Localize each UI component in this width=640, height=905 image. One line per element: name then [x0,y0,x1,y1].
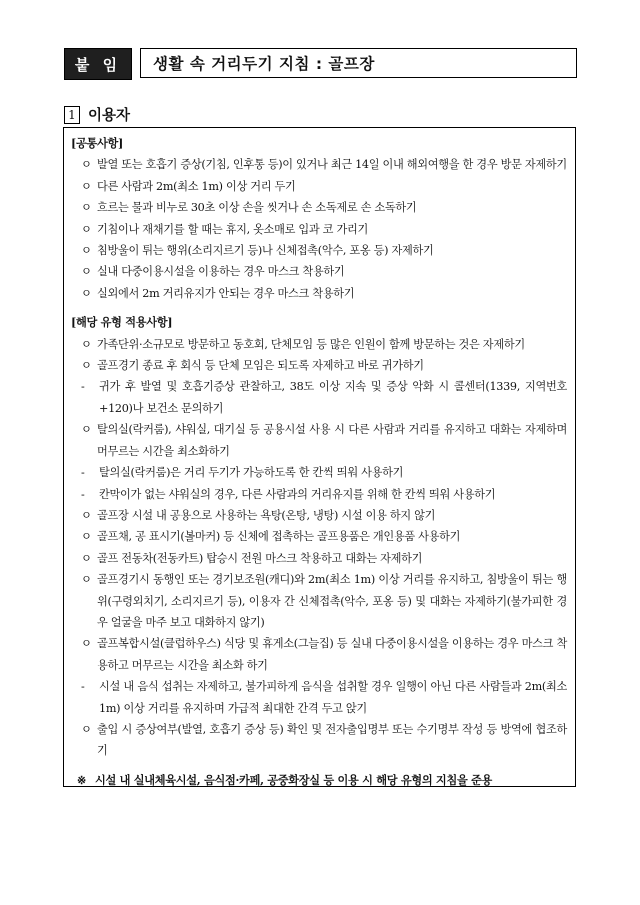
reference-mark: ※ [77,772,87,787]
list-item: ㅇ 출입 시 증상여부(발열, 호흡기 증상 등) 확인 및 전자출입명부 또는 수기명부 작성 등 방역에 협조하기 [71,719,567,762]
dash: - [81,380,85,394]
bullet: ㅇ [81,551,92,565]
bullet: ㅇ [81,265,92,279]
list-item: ㅇ 골프 전동차(전동카트) 탑승시 전원 마스크 착용하고 대화는 자제하기 [71,548,567,569]
list-item: ㅇ 발열 또는 호흡기 증상(기침, 인후통 등)이 있거나 최근 14일 이내 해외여행을 한 경우 방문 자제하기 [71,154,567,175]
page-title: 생활 속 거리두기 지침 : 골프장 [140,48,577,78]
dash: - [81,466,85,480]
bullet: ㅇ [81,359,92,373]
header [64,48,577,80]
bullet: ㅇ [81,508,92,522]
footnote-text: 시설 내 실내체육시설, 음식점·카페, 공중화장실 등 이용 시 해당 유형의 지침을 준용 [95,772,493,787]
sub-item: - 칸막이가 없는 샤워실의 경우, 다른 사람과의 거리유지를 위해 한 칸씩 띄워 사용하기 [71,484,567,505]
specific-label: [해당 유형 적용사항] [71,315,173,330]
list-item: ㅇ 탈의실(락커룸), 샤워실, 대기실 등 공용시설 사용 시 다른 사람과 거리를 유지하고 대화는 자제하며 머무르는 시간을 최소화하기 [71,419,567,462]
sub-item: - 시설 내 음식 섭취는 자제하고, 불가피하게 음식을 섭취할 경우 일행이 아닌 다른 사람들과 2m(최소 1m) 이상 거리를 유지하며 가급적 최대한 간격 두고 앉기 [71,676,567,719]
list-item: ㅇ 골프경기 종료 후 회식 등 단체 모임은 되도록 자제하고 바로 귀가하기 [71,355,567,376]
dash: - [81,487,85,501]
list-item: ㅇ 흐르는 물과 비누로 30초 이상 손을 씻거나 손 소독제로 손 소독하기 [71,197,567,218]
bullet: ㅇ [81,573,92,587]
list-item: ㅇ 골프채, 공 표시기(볼마커) 등 신체에 접촉하는 골프용품은 개인용품 사용하기 [71,526,567,547]
bullet: ㅇ [81,337,92,351]
list-item: ㅇ 골프경기시 동행인 또는 경기보조원(캐디)와 2m(최소 1m) 이상 거리를 유지하고, 침방울이 튀는 행위(구령외치기, 소리지르기 등), 이용자 간 신체접촉(악수, 포옹 등) 및 대화는 자제하기(불가피한 경우 얼굴을 마주 보고 대화하지 않기) [71,569,567,633]
sub-item: - 탈의실(락커룸)은 거리 두기가 가능하도록 한 칸씩 띄워 사용하기 [71,462,567,483]
list-item: ㅇ 가족단위·소규모로 방문하고 동호회, 단체모임 등 많은 인원이 함께 방문하는 것은 자제하기 [71,334,567,355]
dash: - [81,680,85,694]
list-item: ㅇ 골프복합시설(클럽하우스) 식당 및 휴게소(그늘집) 등 실내 다중이용시설을 이용하는 경우 마스크 착용하고 머무르는 시간을 최소화 하기 [71,633,567,676]
bullet: ㅇ [81,158,92,172]
list-item: ㅇ 실내 다중이용시설을 이용하는 경우 마스크 착용하기 [71,261,567,282]
section-title: 이용자 [88,107,131,124]
list-item: ㅇ 침방울이 튀는 행위(소리지르기 등)나 신체접촉(악수, 포옹 등) 자제하기 [71,240,567,261]
bullet: ㅇ [81,637,92,651]
bullet: ㅇ [81,179,92,193]
list-item: ㅇ 실외에서 2m 거리유지가 안되는 경우 마스크 착용하기 [71,283,567,304]
common-label: [공통사항] [71,136,124,150]
list-item: ㅇ 다른 사람과 2m(최소 1m) 이상 거리 두기 [71,176,567,197]
bullet: ㅇ [81,722,92,736]
bullet: ㅇ [81,423,92,437]
list-item: ㅇ 골프장 시설 내 공용으로 사용하는 욕탕(온탕, 냉탕) 시설 이용 하지 않기 [71,505,567,526]
bullet: ㅇ [81,286,92,300]
bullet: ㅇ [81,530,92,544]
bullet: ㅇ [81,201,92,215]
section-heading [64,104,130,125]
guideline-box [63,127,576,787]
footnote [71,770,567,791]
list-item: ㅇ 기침이나 재채기를 할 때는 휴지, 옷소매로 입과 코 가리기 [71,219,567,240]
attachment-badge: 붙 임 [64,48,132,80]
sub-item: - 귀가 후 발열 및 호흡기증상 관찰하고, 38도 이상 지속 및 증상 악화 시 콜센터(1339, 지역번호 +120)나 보건소 문의하기 [71,376,567,419]
bullet: ㅇ [81,222,92,236]
bullet: ㅇ [81,244,92,258]
section-number: 1 [64,106,80,124]
